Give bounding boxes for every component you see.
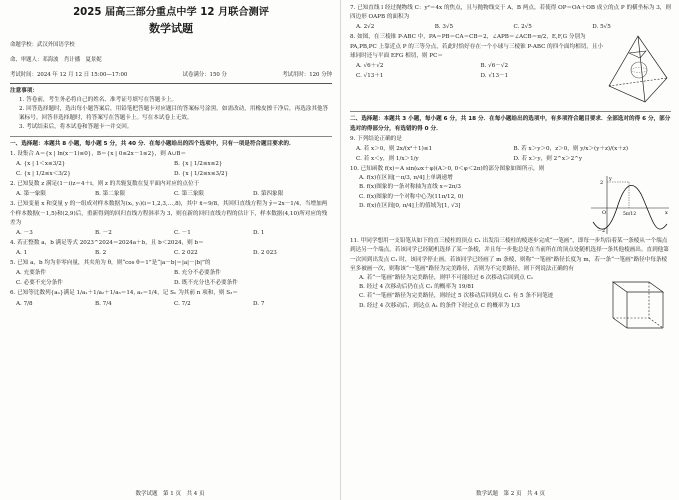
- option: A. 若 x＞0，则 2x/(x²＋1)≤1: [356, 146, 432, 153]
- pyramid-edge: [638, 36, 645, 102]
- question-8-options: [350, 71, 605, 81]
- question-8-options: [350, 61, 605, 71]
- option: C. 若 x＜y，则 1/x＞1/y: [356, 156, 419, 163]
- exam-subtitle: 数学试题: [149, 22, 193, 35]
- question-10: 10. 已知函数 f(x)＝A sin(ωx＋φ)(A＞0, 0＜φ＜2π)的部分图象如图所示，则: [350, 166, 545, 173]
- divider-rule: [350, 111, 671, 112]
- y-bottom-label: －2: [597, 228, 606, 235]
- option: B. f(x)图象的一条对称轴为直线 x＝2π/3: [359, 184, 461, 191]
- option: A. －3: [16, 229, 33, 236]
- question-3-options: [10, 228, 332, 238]
- question-2: 2. 已知复数 z 满足(1－i)z＝4＋i，则 z 的共轭复数在复平面内对应的点位于: [10, 181, 200, 188]
- option: B. 2: [95, 250, 107, 257]
- question-2-options: [10, 189, 332, 199]
- question-6-options: [10, 299, 332, 309]
- question-1-options: [10, 169, 332, 179]
- option: C. 第三象限: [174, 191, 205, 198]
- option: D. {x | 1/2≤x≤3/2}: [174, 171, 229, 178]
- exam-time: 考试时间：2024 年 12 月 12 日 15:00—17:00: [10, 72, 128, 79]
- option: A. 2√2: [356, 24, 375, 31]
- option: D. 1: [253, 229, 265, 236]
- exam-duration: 考试用时：120 分钟: [282, 72, 332, 79]
- divider-rule: [10, 83, 332, 84]
- page-right: [342, 0, 679, 500]
- notice-title: 注意事项：: [10, 87, 38, 94]
- question-4-options: [10, 248, 332, 258]
- exam-score: 试卷满分：150 分: [182, 72, 227, 79]
- question-8-block: [350, 32, 671, 108]
- exam-info-row: [10, 71, 332, 81]
- option: D. 经过 4 次移动后，到达点 A₁ 的条件下经过点 C 的概率为 1/3: [359, 302, 520, 309]
- question-9-options: [350, 154, 671, 164]
- y-top-label: 2: [600, 180, 604, 187]
- question-5-options: [10, 268, 332, 278]
- option: D. 第四象限: [253, 191, 284, 198]
- option: D. 5√5: [592, 24, 611, 31]
- option: C. 若“一笔画”路径为完美路径，则经过 5 次移动后回到点 C₁ 有 5 条不同笔迹: [359, 293, 554, 300]
- option: A. f(x)在区间[－π/3, π/4]上单调递增: [359, 175, 453, 182]
- question-9: 9. 下列结论正确的是: [350, 135, 402, 142]
- option: C. 7/2: [174, 300, 191, 307]
- x-tick-label: 5π/12: [623, 212, 637, 218]
- school-line: 命题学校：武汉外国语学校: [10, 42, 75, 49]
- option: A. 若“一笔画”路径为完美路径，则甲不可能经过 6 次移动后回到点 C₁: [359, 275, 534, 282]
- prism-edge: [613, 318, 627, 328]
- option: A. 1: [16, 250, 28, 257]
- option: C. 必要不充分条件: [16, 280, 63, 287]
- divider-rule: [10, 136, 332, 137]
- option: C. {x | 1/2≤x＜3/2}: [16, 171, 71, 178]
- question-4: 4. 若正整数 a，b 满足等式 2023^2024＝2024a＋b，且 b＜2024，则 b＝: [10, 239, 204, 246]
- inscribed-sphere: [631, 62, 647, 78]
- sine-graph: [587, 174, 671, 236]
- pyramid-outline: [609, 36, 667, 102]
- prism-top-face: [613, 282, 663, 292]
- section-1-heading: 一、选择题：本题共 8 小题，每小题 5 分，共 40 分．在每小题给出的四个选项中，只有一项是符合题目要求的．: [10, 140, 295, 147]
- notice-item: 3. 考试结束后，将本试卷和答题卡一并交回。: [19, 124, 133, 131]
- pyramid-hidden-edge: [609, 78, 667, 86]
- question-6: 6. 已知等比数列{aₙ}满足 1/a₁＋1/a₂＋1/a₃＝14, a₂＝1/4，记 Sₙ 为其前 n 项和，则 S₃＝: [10, 290, 238, 297]
- notice-item: 2. 回答选择题时，选出每小题答案后，用铅笔把答题卡对应题目的答案标号涂黑。如需改动，用橡皮擦干净后，再选涂其他答案标号。回答非选择题时，将答案写在答题卡上。写在本试卷上无效。: [19, 106, 329, 122]
- page-footer: 数学试题 第 1 页 共 4 页: [135, 491, 205, 497]
- page-divider: [340, 0, 341, 500]
- question-11-block: [350, 274, 671, 334]
- option: A. 第一象限: [16, 191, 46, 198]
- option: B. {x | 1/2≤x≤2}: [174, 161, 223, 168]
- question-10-block: [350, 174, 671, 236]
- option: C. 2 022: [174, 250, 198, 257]
- option: D. 既不充分也不必要条件: [174, 280, 238, 287]
- option: B. 充分不必要条件: [174, 270, 221, 277]
- question-9-options: [350, 144, 671, 154]
- pyramid-figure: [605, 32, 671, 108]
- question-7-options: [350, 22, 671, 32]
- question-5: 5. 已知 a，b 均为非零向量，其夹角为 θ，则“cos θ＝1”是“|a－b|＝|a|－|b|”的: [10, 260, 211, 267]
- option: A. 充要条件: [16, 270, 46, 277]
- option: C. 2√5: [513, 24, 532, 31]
- x-axis-label: x: [665, 210, 668, 217]
- option: D. 2 023: [253, 250, 277, 257]
- prism-hidden-edge: [649, 318, 663, 328]
- section-efg: [629, 51, 646, 58]
- option: D. f(x)在区间[0, π/4]上的值域为[1, √3]: [359, 202, 461, 209]
- option: B. －2: [95, 229, 112, 236]
- option: D. 若 x＞y，则 2^x＞2^y: [513, 156, 582, 163]
- option: B. 若 x＞y＞0，z＞0，则 y/x＞(y＋z)/(x＋z): [513, 146, 629, 153]
- option: A. √6＋√2: [356, 63, 384, 70]
- y-axis-label: y: [609, 176, 612, 183]
- option: B. 7/4: [95, 300, 112, 307]
- origin-label: O: [602, 210, 607, 217]
- option: B. 第二象限: [95, 191, 126, 198]
- question-11: 11. 甲同学想用一支铅笔从如下的直三棱柱的顶点 C₁ 出发沿三棱柱的棱逐步完成“一笔画”，即每一步均沿着某一条棱从一个端点到达另一个端点，若该同学已经随机选择了某一条棱，并且每一步他总是在当前所在的顶点处随机选择一条其他棱画出。直到他第一次回到出发点 C₁ 时，该同学停止画。若该同学已经画了 m 条棱，则称“一笔画”路径长度为 m，若一条“一笔画”路径中每条棱至多被画一次，则称该“一笔画”路径为完美路径，否则为不完美路径，则下列说法正确的有: [350, 238, 669, 272]
- sine-curve: [593, 186, 667, 230]
- option: D. 7: [253, 300, 265, 307]
- notice-item: 1. 答卷前，考生务必将自己的姓名、准考证号填写在答题卡上。: [19, 96, 178, 103]
- question-1-options: [10, 159, 332, 169]
- option: A. 7/8: [16, 300, 33, 307]
- question-5-options: [10, 278, 332, 288]
- option: A. {x | 1＜x≤3/2}: [16, 161, 66, 168]
- question-8: 8. 如图，在三棱锥 P-ABC 中，PA＝PB＝CA＝CB＝2，∠APB＝∠ACB＝π/2，E,F,G 分别为 PA,PB,PC 上靠近点 P 的三等分点，若此时恰好存在一个小球与三棱锥 P-ABC 的四个面均相切，且小球同时还与平面 EFG 相切，则 PC＝: [350, 34, 604, 59]
- option: D. √13－1: [480, 73, 509, 80]
- question-1: 1. 设集合 A＝{x | ln(x－1)≤0}，B＝{x | 0≤2x－1≤2}，则 A∪B＝: [10, 150, 187, 157]
- option: B. √6－√2: [480, 63, 509, 70]
- option: C. f(x)图象的一个对称中心为(11π/12, 0): [359, 193, 464, 200]
- prism-figure: [605, 274, 671, 334]
- exam-title: 2025 届高三部分重点中学 12 月联合测评: [73, 7, 269, 18]
- option: B. 经过 4 次移动后仍在点 C₁ 的概率为 19/81: [359, 284, 475, 291]
- option: C. －1: [174, 229, 191, 236]
- question-3: 3. 已知变量 x 和变量 y 的一组成对样本数据为(xᵢ, yᵢ)(i＝1,2,3,…,8)，其中 x̄＝9/8，其回归直线方程为 ŷ＝2x－1/4，当增加两个样本数据(－1,5)和(2,9)后，重新得到的回归直线方程斜率为 3，则在新的回归直线方程的估计下，样本数据(4,10)所对应的残差为: [10, 201, 328, 226]
- question-7: 7. 已知直线 l 经过抛物线 C：y²＝4x 的焦点，且与抛物线交于 A，B 两点，若使得 OP＝OA＋OB 成立的点 P 的横坐标为 3，则四边形 OAPB 的面积为: [350, 5, 671, 21]
- option: C. √13＋1: [356, 73, 384, 80]
- page-footer: 数学试题 第 2 页 共 4 页: [476, 491, 545, 497]
- sphere-equator: [631, 68, 647, 73]
- section-2-heading: 二、选择题：本题共 3 小题，每小题 6 分，共 18 分．在每小题给出的选项中，有多项符合题目要求．全部选对的得 6 分，部分选对的得部分分，有选错的得 0 分．: [350, 116, 671, 132]
- setters-line: 命、审题人：邓海波 肖计播 夏景妮: [10, 57, 102, 64]
- option: B. 3√5: [434, 24, 454, 31]
